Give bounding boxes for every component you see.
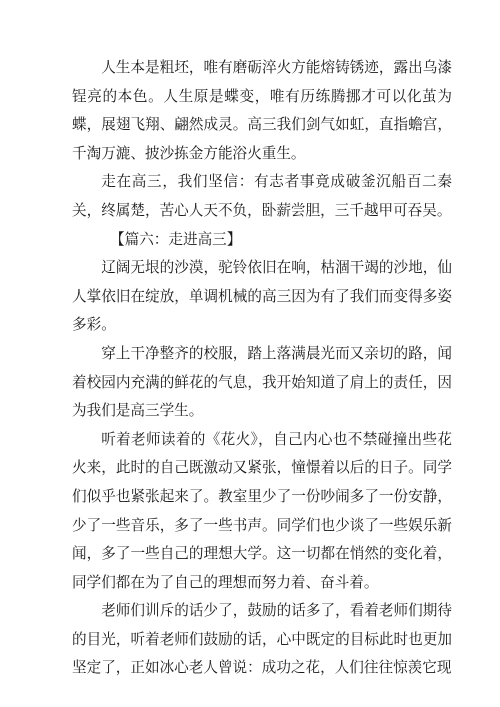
paragraph-1: 人生本是粗坯，唯有磨砺淬火方能熔铸锈迹，露出乌漆锃亮的本色。人生原是蝶变，唯有历练腾挪才可以化茧为蝶，展翅飞翔、翩然成灵。高三我们剑气如虹，直指蟾宫，千淘万漉、披沙拣金方能浴火重生。 xyxy=(72,59,452,162)
paragraph-3: 辽阔无垠的沙漠，驼铃依旧在响，枯涸干竭的沙地，仙人掌依旧在绽放，单调机械的高三因为有了我们而变得多姿多彩。 xyxy=(72,259,452,334)
paragraph-5: 听着老师读着的《花火》，自己内心也不禁碰撞出些花火来，此时的自己既激动又紧张，憧憬着以后的日子。同学们似乎也紧张起来了。教室里少了一份吵闹多了一份安静，少了一些音乐，多了一些书声。同学们也少谈了一些娱乐新闻，多了一些自己的理想大学。这一切都在悄然的变化着，同学们都在为了自己的理想而努力着、奋斗着。 xyxy=(72,430,452,591)
paragraph-2: 走在高三，我们坚信：有志者事竟成破釜沉船百二秦关，终属楚，苦心人天不负，卧薪尝胆，三千越甲可吞吴。 xyxy=(72,173,452,219)
paragraph-4: 穿上干净整齐的校服，踏上落满晨光而又亲切的路，闻着校园内充满的鲜花的气息，我开始知道了肩上的责任，因为我们是高三学生。 xyxy=(72,344,452,420)
article-body xyxy=(72,54,452,683)
paragraph-6: 老师们训斥的话少了，鼓励的话多了，看着老师们期待的目光，听着老师们鼓励的话，心中既定的目标此时也更加坚定了，正如冰心老人曾说：成功之花，人们往往惊羡它现 xyxy=(72,602,452,677)
section-heading: 【篇六：走进高三】 xyxy=(110,230,242,248)
